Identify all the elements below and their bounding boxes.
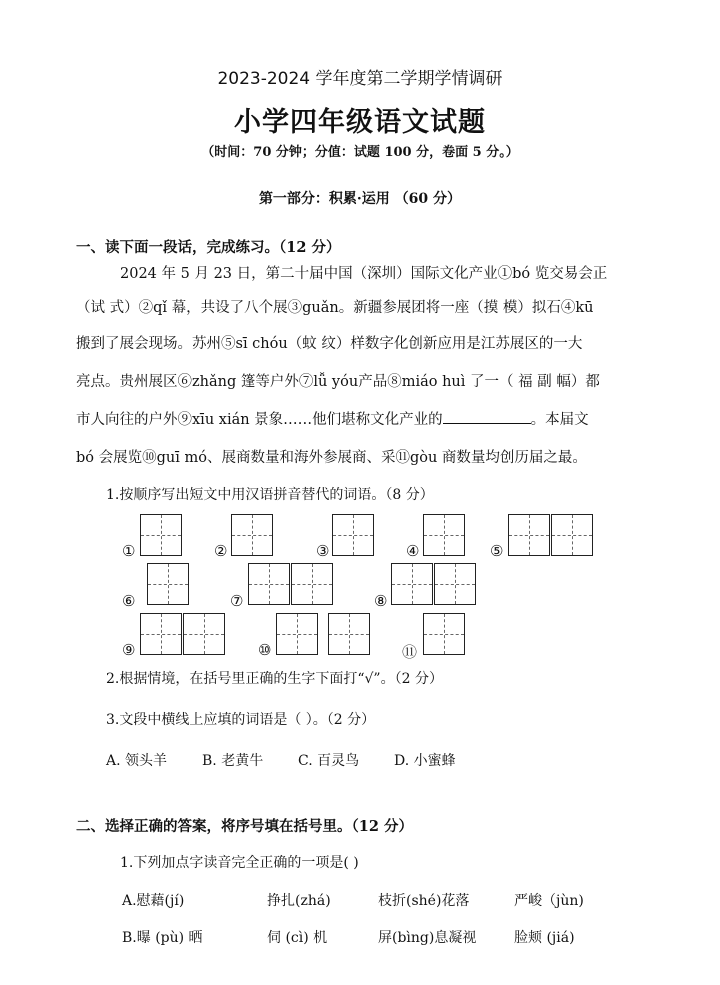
- box-label-4: ④: [406, 542, 420, 560]
- box-label-7: ⑦: [230, 592, 244, 610]
- pinyin-answer-box[interactable]: [276, 613, 318, 655]
- answer-blank-line[interactable]: [443, 409, 531, 424]
- pinyin-answer-box[interactable]: [231, 514, 273, 556]
- passage-line-5: [76, 408, 589, 429]
- pinyin-answer-box[interactable]: [423, 514, 465, 556]
- box-label-8: ⑧: [374, 592, 388, 610]
- question-1-3: 3.文段中横线上应填的词语是（ ）。（2 分）: [106, 712, 376, 728]
- exam-subtitle: （时间：70 分钟；分值：试题 100 分，卷面 5 分。）: [201, 145, 519, 160]
- passage-line-4: 亮点。贵州展区⑥zhǎng 篷等户外⑦lǚ yóu产品⑧miáo huì 了一（ 福 副 幅）都: [76, 374, 600, 390]
- pinyin-answer-box[interactable]: [147, 563, 189, 605]
- row-a-item-4: 严峻（jùn): [514, 893, 584, 909]
- row-b-item-4: 脸颊 (jiá): [514, 930, 575, 946]
- pinyin-answer-box[interactable]: [423, 613, 465, 655]
- box-label-10: ⑩: [258, 641, 272, 659]
- option-d[interactable]: D. 小蜜蜂: [394, 753, 456, 769]
- pinyin-answer-box[interactable]: [332, 514, 374, 556]
- passage-line-3: 搬到了展会现场。苏州⑤sī chóu（蚊 纹）样数字化创新应用是江苏展区的一大: [76, 336, 583, 352]
- option-a[interactable]: A. 领头羊: [106, 753, 168, 769]
- row-b-item-1: B.曝 (pù) 晒: [122, 930, 203, 946]
- pinyin-answer-box[interactable]: [183, 613, 225, 655]
- passage-line-6: bó 会展览⑩guī mó、展商数量和海外参展商、采⑪gòu 商数量均创历届之最。: [76, 450, 587, 466]
- box-label-9: ⑨: [122, 641, 136, 659]
- box-label-11: ⑪: [402, 643, 418, 661]
- row-b-item-3: 屏(bìng)息凝视: [378, 930, 477, 946]
- question-1-2: 2.根据情境，在括号里正确的生字下面打“√”。（2 分）: [106, 671, 443, 687]
- part-one-title: 第一部分：积累·运用 （60 分）: [258, 191, 462, 207]
- pinyin-answer-box[interactable]: [508, 514, 550, 556]
- pinyin-answer-box[interactable]: [140, 613, 182, 655]
- question-1-1: 1.按顺序写出短文中用汉语拼音替代的词语。（8 分）: [106, 487, 434, 503]
- row-a-item-1: A.慰藉(jí): [122, 893, 185, 909]
- row-a-item-3: 枝折(shé)花落: [378, 893, 470, 909]
- exam-year-title: 2023-2024 学年度第二学期学情调研: [217, 69, 503, 89]
- row-b-item-2: 伺 (cì) 机: [267, 930, 328, 946]
- box-label-2: ②: [214, 542, 228, 560]
- pinyin-answer-box[interactable]: [391, 563, 433, 605]
- box-label-1: ①: [122, 542, 136, 560]
- option-c[interactable]: C. 百灵鸟: [298, 753, 360, 769]
- passage-line-5-tail: 。本届文: [530, 412, 589, 428]
- section-two-title: 二、选择正确的答案，将序号填在括号里。（12 分）: [76, 818, 413, 835]
- box-label-6: ⑥: [122, 592, 136, 610]
- passage-line-1: 2024 年 5 月 23 日，第二十届中国（深圳）国际文化产业①bó 览交易会正: [120, 266, 608, 282]
- pinyin-answer-box[interactable]: [434, 563, 476, 605]
- pinyin-answer-box[interactable]: [248, 563, 290, 605]
- box-label-3: ③: [316, 542, 330, 560]
- option-b[interactable]: B. 老黄牛: [202, 753, 264, 769]
- exam-main-title: 小学四年级语文试题: [234, 107, 486, 138]
- passage-line-2: （试 式）②qǐ 幕，共设了八个展③guǎn。新疆参展团将一座（摸 模）拟石④kū: [76, 300, 594, 316]
- pinyin-answer-box[interactable]: [328, 613, 370, 655]
- pinyin-answer-box[interactable]: [291, 563, 333, 605]
- row-a-item-2: 挣扎(zhá): [267, 893, 331, 909]
- passage-line-5-text: 市人向往的户外⑨xīu xián 景象……他们堪称文化产业的: [76, 412, 443, 428]
- box-label-5: ⑤: [490, 542, 504, 560]
- question-2-1: 1.下列加点字读音完全正确的一项是( ): [120, 855, 359, 871]
- pinyin-answer-box[interactable]: [140, 514, 182, 556]
- pinyin-answer-box[interactable]: [551, 514, 593, 556]
- section-one-title: 一、读下面一段话，完成练习。（12 分）: [76, 239, 341, 256]
